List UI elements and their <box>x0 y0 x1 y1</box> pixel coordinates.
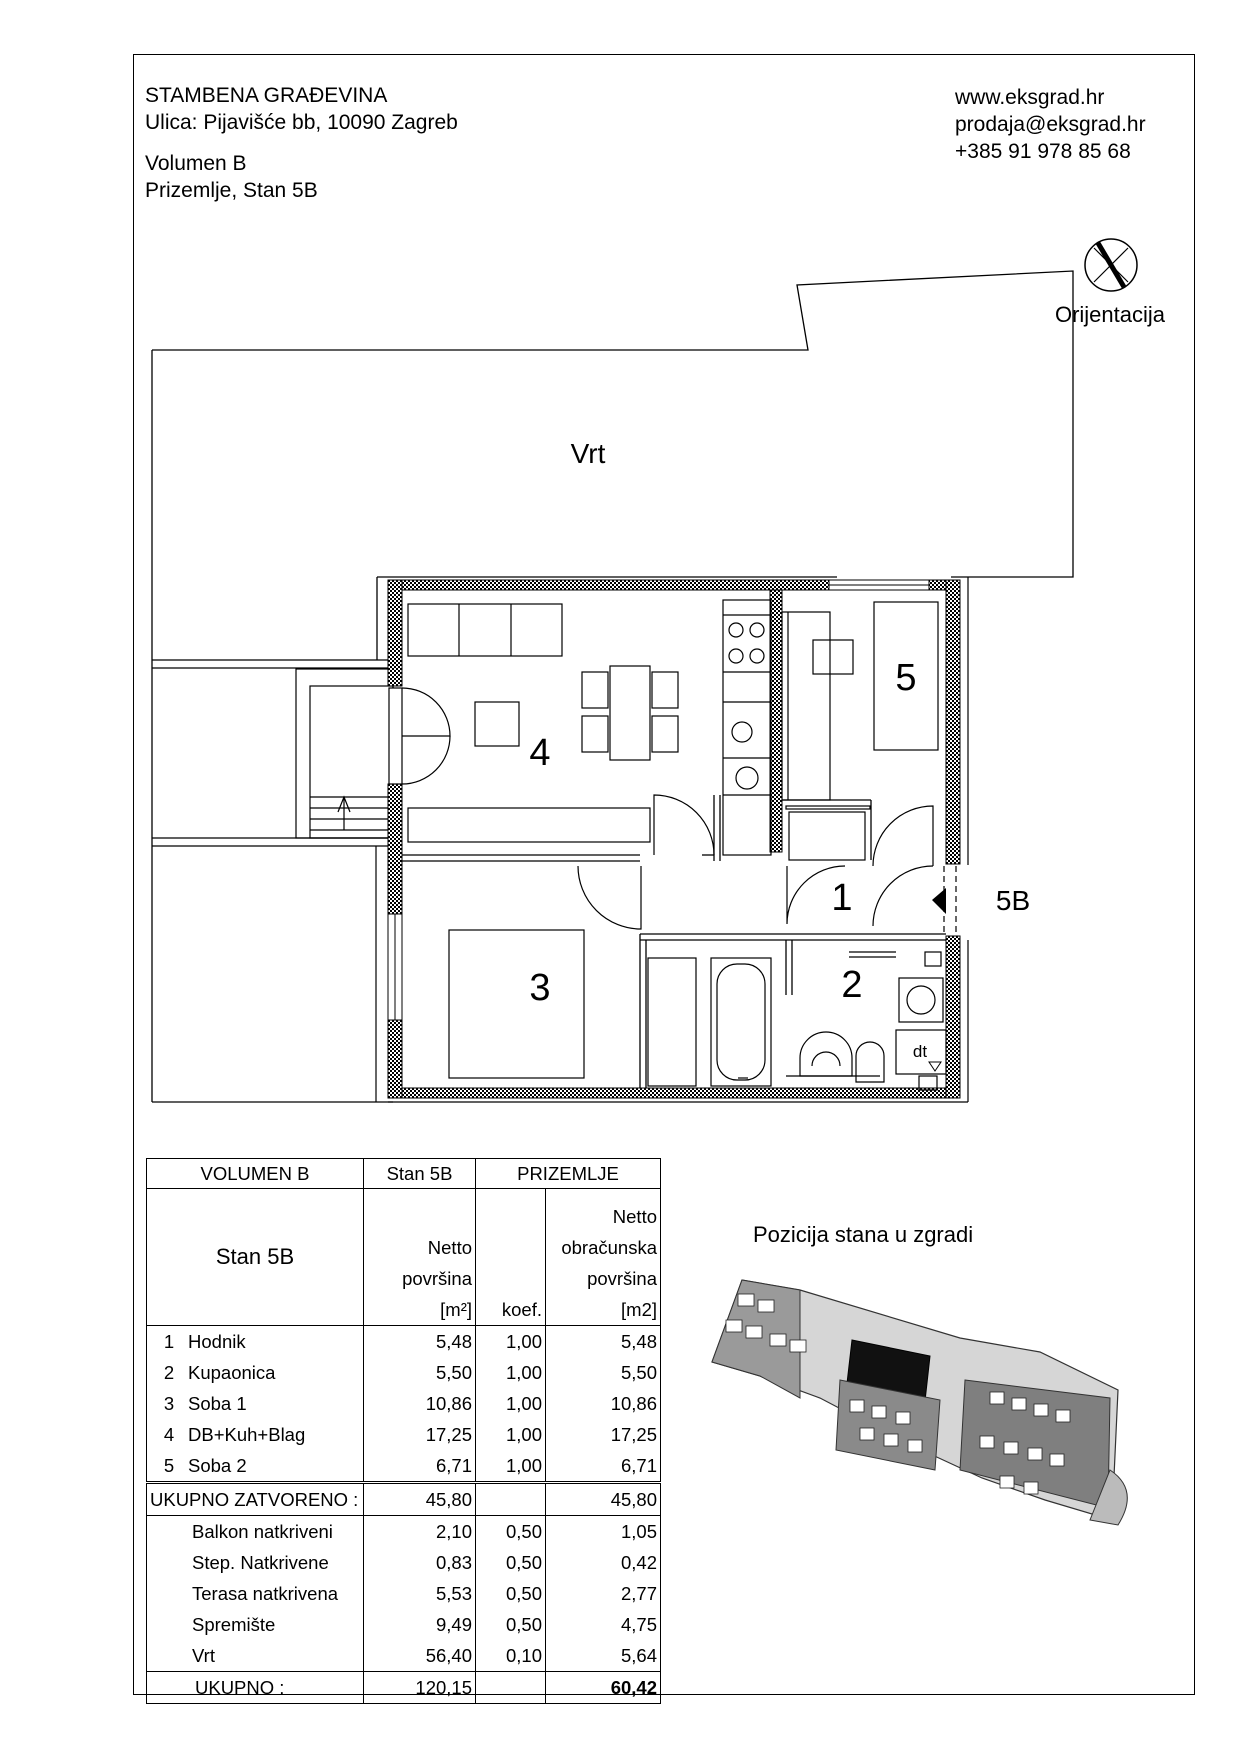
room-name: Soba 2 <box>188 1454 247 1476</box>
calc-header-line4: [m2] <box>621 1299 657 1320</box>
room-number-2: 2 <box>841 964 863 1006</box>
entrance-marker <box>932 866 956 936</box>
room-number: 4 <box>163 1423 175 1445</box>
table-header-row <box>147 1189 661 1326</box>
outdoor-name: Spremište <box>147 1609 364 1640</box>
room-number-1: 1 <box>831 877 853 919</box>
window-room5 <box>829 580 929 590</box>
floor-cell: PRIZEMLJE <box>476 1159 661 1189</box>
outdoor-calc-area: 5,64 <box>546 1640 661 1672</box>
calc-header <box>546 1189 661 1326</box>
compass-icon <box>1085 239 1137 291</box>
room-number: 2 <box>163 1361 175 1383</box>
outdoor-calc-area: 0,42 <box>546 1547 661 1578</box>
building-title: STAMBENA GRAĐEVINA <box>145 84 388 107</box>
closed-total-area: 45,80 <box>364 1483 476 1516</box>
outdoor-area: 9,49 <box>364 1609 476 1640</box>
unit-title: Stan 5B <box>147 1189 364 1326</box>
room-name: Hodnik <box>188 1330 246 1352</box>
room-number-3: 3 <box>529 967 551 1009</box>
calc-header-line1: Netto <box>612 1206 657 1227</box>
room-name-cell <box>147 1326 364 1358</box>
table-row <box>147 1547 661 1578</box>
room-area: 10,86 <box>364 1388 476 1419</box>
room-koef: 1,00 <box>476 1326 546 1358</box>
outdoor-koef: 0,10 <box>476 1640 546 1672</box>
email-link[interactable]: prodaja@eksgrad.hr <box>955 113 1146 136</box>
closed-total-row <box>147 1483 661 1516</box>
floor-unit-label: Prizemlje, Stan 5B <box>145 179 318 202</box>
outdoor-area: 5,53 <box>364 1578 476 1609</box>
netto-header-line1: Netto <box>427 1237 472 1258</box>
window-room3 <box>388 914 402 1020</box>
outdoor-name: Vrt <box>147 1640 364 1672</box>
grand-total-calc: 60,42 <box>546 1672 661 1704</box>
room-koef: 1,00 <box>476 1450 546 1483</box>
street-address: Ulica: Pijavišće bb, 10090 Zagreb <box>145 111 458 134</box>
outdoor-name: Step. Natkrivene <box>147 1547 364 1578</box>
room-name: Soba 1 <box>188 1392 247 1414</box>
room-calc-area: 5,50 <box>546 1357 661 1388</box>
bathroom-fixtures <box>711 952 946 1090</box>
orientation-label: Orijentacija <box>1054 302 1166 327</box>
bedroom2-furniture <box>782 602 938 860</box>
outdoor-name: Balkon natkriveni <box>147 1516 364 1548</box>
dt-label: dt <box>912 1042 928 1061</box>
calc-header-line3: površina <box>587 1268 657 1289</box>
table-row <box>147 1357 661 1388</box>
outdoor-calc-area: 2,77 <box>546 1578 661 1609</box>
wardrobe <box>648 958 696 1086</box>
outdoor-koef: 0,50 <box>476 1609 546 1640</box>
outdoor-calc-area: 4,75 <box>546 1609 661 1640</box>
grand-total-area: 120,15 <box>364 1672 476 1704</box>
room-number-5: 5 <box>895 657 917 699</box>
table-row <box>147 1516 661 1548</box>
room-name-cell <box>147 1419 364 1450</box>
position-title: Pozicija stana u zgradi <box>753 1222 974 1247</box>
outdoor-koef: 0,50 <box>476 1516 546 1548</box>
koef-header: koef. <box>476 1189 546 1326</box>
outdoor-area: 2,10 <box>364 1516 476 1548</box>
building-position-map <box>712 1280 1127 1525</box>
table-row <box>147 1578 661 1609</box>
garden-outline <box>152 271 1073 577</box>
room-area: 17,25 <box>364 1419 476 1450</box>
outdoor-koef: 0,50 <box>476 1547 546 1578</box>
room-koef: 1,00 <box>476 1357 546 1388</box>
closed-total-label: UKUPNO ZATVORENO : <box>147 1483 364 1516</box>
garden-label: Vrt <box>570 438 606 469</box>
room-number: 1 <box>163 1330 175 1352</box>
room-name: DB+Kuh+Blag <box>188 1423 306 1445</box>
table-row <box>147 1419 661 1450</box>
entrance-label: 5B <box>995 885 1031 916</box>
phone-number: +385 91 978 85 68 <box>955 140 1131 163</box>
website-link[interactable]: www.eksgrad.hr <box>955 86 1105 109</box>
table-row <box>147 1640 661 1672</box>
room-area: 6,71 <box>364 1450 476 1483</box>
netto-header-line2: površina <box>402 1268 472 1289</box>
room-calc-area: 17,25 <box>546 1419 661 1450</box>
outdoor-koef: 0,50 <box>476 1578 546 1609</box>
unit-cell: Stan 5B <box>364 1159 476 1189</box>
calc-header-line2: obračunska <box>561 1237 657 1258</box>
room-number-4: 4 <box>529 732 551 774</box>
living-furniture <box>408 600 771 855</box>
table-row <box>147 1388 661 1419</box>
table-row <box>147 1609 661 1640</box>
outdoor-area: 0,83 <box>364 1547 476 1578</box>
room-calc-area: 6,71 <box>546 1450 661 1483</box>
room-area: 5,50 <box>364 1357 476 1388</box>
volume-cell: VOLUMEN B <box>147 1159 364 1189</box>
room-number: 3 <box>163 1392 175 1414</box>
outdoor-area: 56,40 <box>364 1640 476 1672</box>
closed-total-calc: 45,80 <box>546 1483 661 1516</box>
room-name: Kupaonica <box>188 1361 276 1383</box>
room-name-cell <box>147 1388 364 1419</box>
room-name-cell <box>147 1357 364 1388</box>
bedroom1-furniture <box>449 930 584 1078</box>
table-title-row <box>147 1159 661 1189</box>
room-koef: 1,00 <box>476 1419 546 1450</box>
netto-header-line3: [m²] <box>440 1299 472 1320</box>
room-calc-area: 10,86 <box>546 1388 661 1419</box>
room-calc-area: 5,48 <box>546 1326 661 1358</box>
room-koef: 1,00 <box>476 1388 546 1419</box>
room-area: 5,48 <box>364 1326 476 1358</box>
table-row <box>147 1450 661 1483</box>
netto-header <box>364 1189 476 1326</box>
grand-total-row <box>147 1672 661 1704</box>
outdoor-calc-area: 1,05 <box>546 1516 661 1548</box>
volume-label: Volumen B <box>145 152 247 175</box>
grand-total-label: UKUPNO : <box>147 1672 364 1704</box>
drain-icon <box>929 1062 941 1071</box>
table-row <box>147 1326 661 1358</box>
room-name-cell <box>147 1450 364 1483</box>
area-table <box>146 1158 661 1704</box>
outdoor-name: Terasa natkrivena <box>147 1578 364 1609</box>
room-number: 5 <box>163 1454 175 1476</box>
terrace-stairs <box>152 660 393 1102</box>
